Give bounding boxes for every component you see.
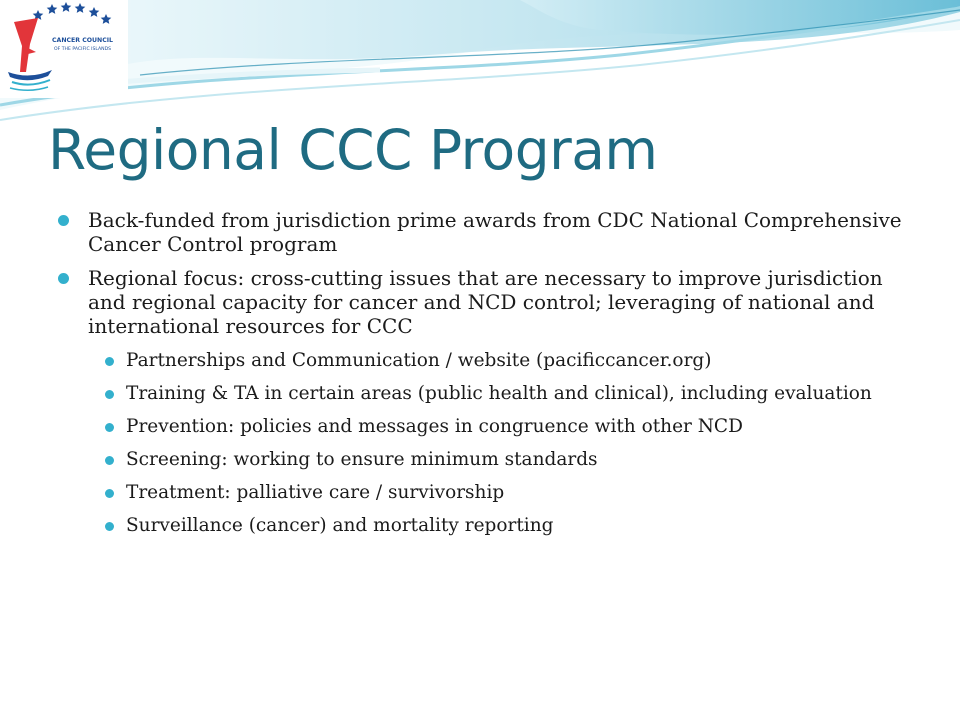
logo [0,0,128,98]
sub-bullet-text: Treatment: palliative care / survivorship [126,482,505,503]
sub-bullet-dot-icon [105,357,114,366]
logo-emblem-icon [0,0,128,98]
header-wave-decoration [0,0,960,130]
sub-bullet-item [58,416,938,438]
sub-bullet-item [58,449,938,471]
sub-bullet-item [58,383,938,405]
sub-bullet-item [58,350,938,372]
sub-bullet-item [58,482,938,504]
sub-bullet-dot-icon [105,423,114,432]
sub-bullet-dot-icon [105,522,114,531]
bullet-item [58,208,938,256]
bullet-text: Regional focus: cross-cutting issues that are necessary to improve jurisdiction and regional capacity for cancer and NCD control; leveraging of national and international resources for CCC [88,266,883,338]
sub-bullet-item [58,515,938,537]
bullet-dot-icon [58,215,69,226]
sub-bullet-text: Prevention: policies and messages in congruence with other NCD [126,416,743,437]
slide-title: Regional CCC Program [48,118,658,182]
sub-bullet-text: Screening: working to ensure minimum standards [126,449,598,470]
bullet-text: Back-funded from jurisdiction prime awards from CDC National Comprehensive Cancer Control program [88,208,902,256]
logo-text-line1: CANCER COUNCIL [52,37,113,44]
sub-bullet-dot-icon [105,390,114,399]
sub-bullet-dot-icon [105,456,114,465]
sub-bullet-text: Training & TA in certain areas (public health and clinical), including evaluation [126,383,872,404]
bullet-list [58,208,938,548]
sub-bullet-dot-icon [105,489,114,498]
logo-text-line2: OF THE PACIFIC ISLANDS [54,47,112,52]
bullet-item [58,266,938,338]
sub-bullet-text: Partnerships and Communication / website (pacificcancer.org) [126,350,712,371]
sub-bullet-text: Surveillance (cancer) and mortality reporting [126,515,554,536]
bullet-dot-icon [58,273,69,284]
